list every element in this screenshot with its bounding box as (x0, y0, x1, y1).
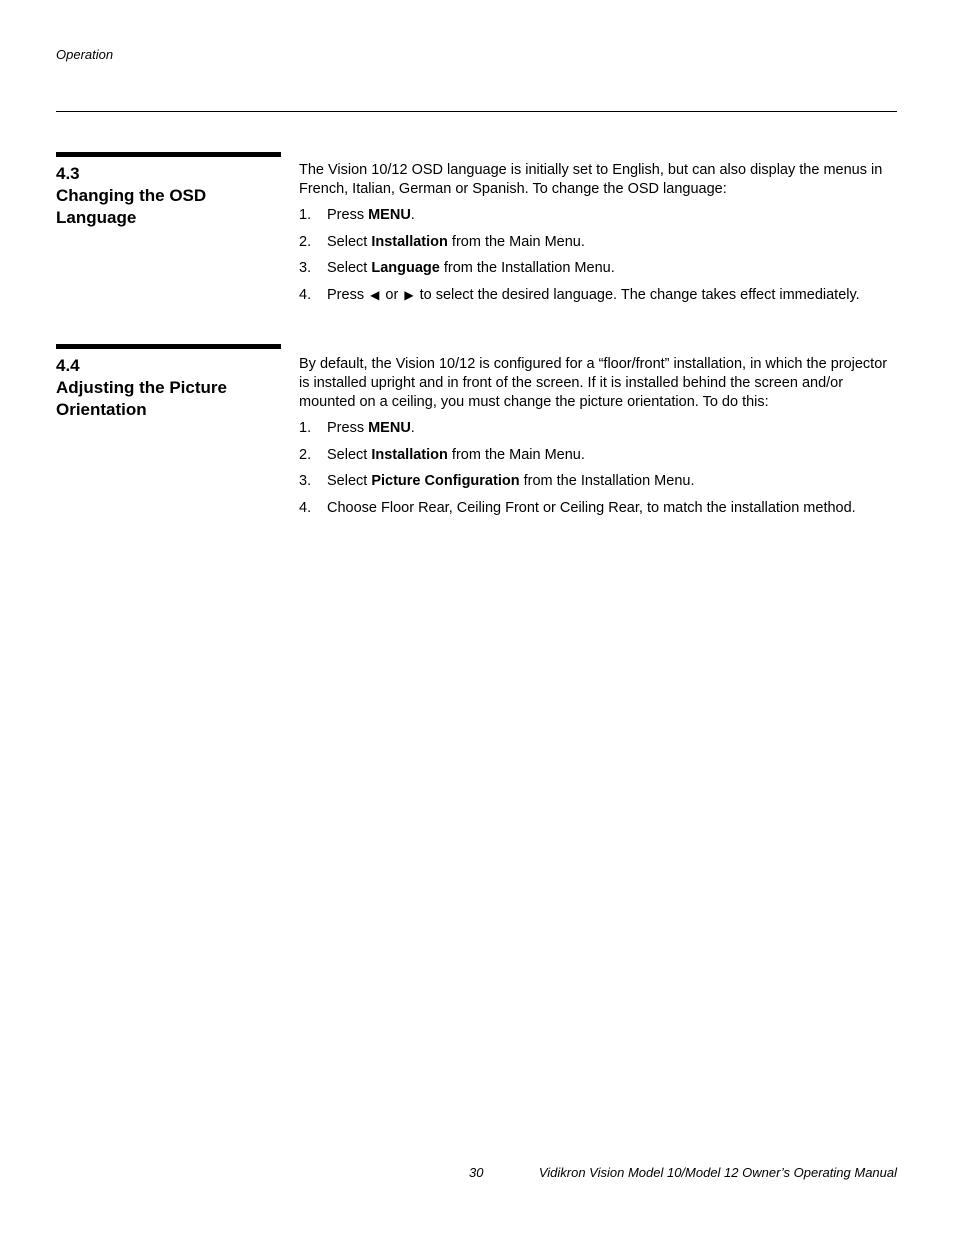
step-text: from the Main Menu. (447, 233, 585, 250)
section-intro: By default, the Vision 10/12 is configured for a “floor/front” installation, in which the projector is installed upright and in front of the screen. If it is installed behind the screen and/or mounted on a ceiling, you must change the picture orientation. To do this: (299, 356, 888, 410)
step-key: MENU (368, 207, 411, 223)
step-text: to select the desired language. The change takes effect immediately. (419, 286, 860, 303)
section-body (299, 161, 897, 312)
step-key: Installation (371, 446, 448, 463)
step-text: Select (327, 233, 372, 250)
steps-list (299, 419, 897, 518)
section-body (299, 355, 897, 525)
step-item (299, 259, 897, 278)
section-title-line2: Orientation (56, 400, 147, 419)
step-item (299, 206, 897, 225)
step-item (299, 499, 897, 518)
step-key: MENU (368, 420, 411, 436)
step-text: Press (327, 420, 369, 436)
section-number: 4.3 (56, 164, 80, 183)
section-heading (56, 355, 281, 421)
step-number: 2. (299, 233, 312, 250)
step-text: . (410, 420, 415, 436)
steps-list (299, 206, 897, 305)
step-item (299, 472, 897, 491)
step-number: 3. (299, 473, 312, 489)
step-text: . (410, 207, 415, 223)
step-text: Press (327, 207, 369, 223)
step-text: Choose Floor Rear, Ceiling Front or Ceiling Rear, to match the installation method. (327, 499, 856, 516)
section-title-line2: Language (56, 208, 137, 227)
page-number: 30 (469, 1165, 484, 1180)
step-key: Language (371, 260, 440, 276)
step-number: 1. (299, 207, 312, 223)
step-text: Select (327, 260, 372, 276)
manual-title: Vidikron Vision Model 10/Model 12 Owner’s Operating Manual (538, 1165, 897, 1180)
step-text: from the Main Menu. (447, 446, 585, 463)
section-bar (56, 152, 281, 157)
step-item (299, 286, 897, 305)
section-title-line1: Adjusting the Picture (56, 378, 227, 397)
step-item (299, 233, 897, 252)
step-item (299, 419, 897, 438)
right-arrow-icon: ▶ (404, 287, 414, 302)
section-title-line1: Changing the OSD (56, 186, 207, 205)
step-text: from the Installation Menu. (519, 473, 695, 489)
step-text: from the Installation Menu. (439, 260, 615, 276)
step-text: Press (327, 286, 365, 303)
section-heading (56, 163, 281, 229)
step-text: Select (327, 473, 372, 489)
step-key: Picture Configuration (371, 473, 520, 489)
step-number: 3. (299, 260, 312, 276)
section-intro: The Vision 10/12 OSD language is initially set to English, but can also display the menus in French, Italian, German or Spanish. To change the OSD language: (299, 162, 883, 197)
step-key: Installation (371, 233, 448, 250)
step-number: 4. (299, 286, 312, 303)
step-item (299, 446, 897, 465)
section-number: 4.4 (56, 356, 80, 375)
step-number: 4. (299, 499, 312, 516)
section-bar (56, 344, 281, 349)
left-arrow-icon: ◀ (370, 287, 380, 302)
step-text: or (385, 286, 399, 303)
step-number: 2. (299, 446, 312, 463)
step-text: Select (327, 446, 372, 463)
running-head: Operation (56, 47, 114, 62)
step-number: 1. (299, 420, 312, 436)
header-rule (56, 111, 897, 112)
